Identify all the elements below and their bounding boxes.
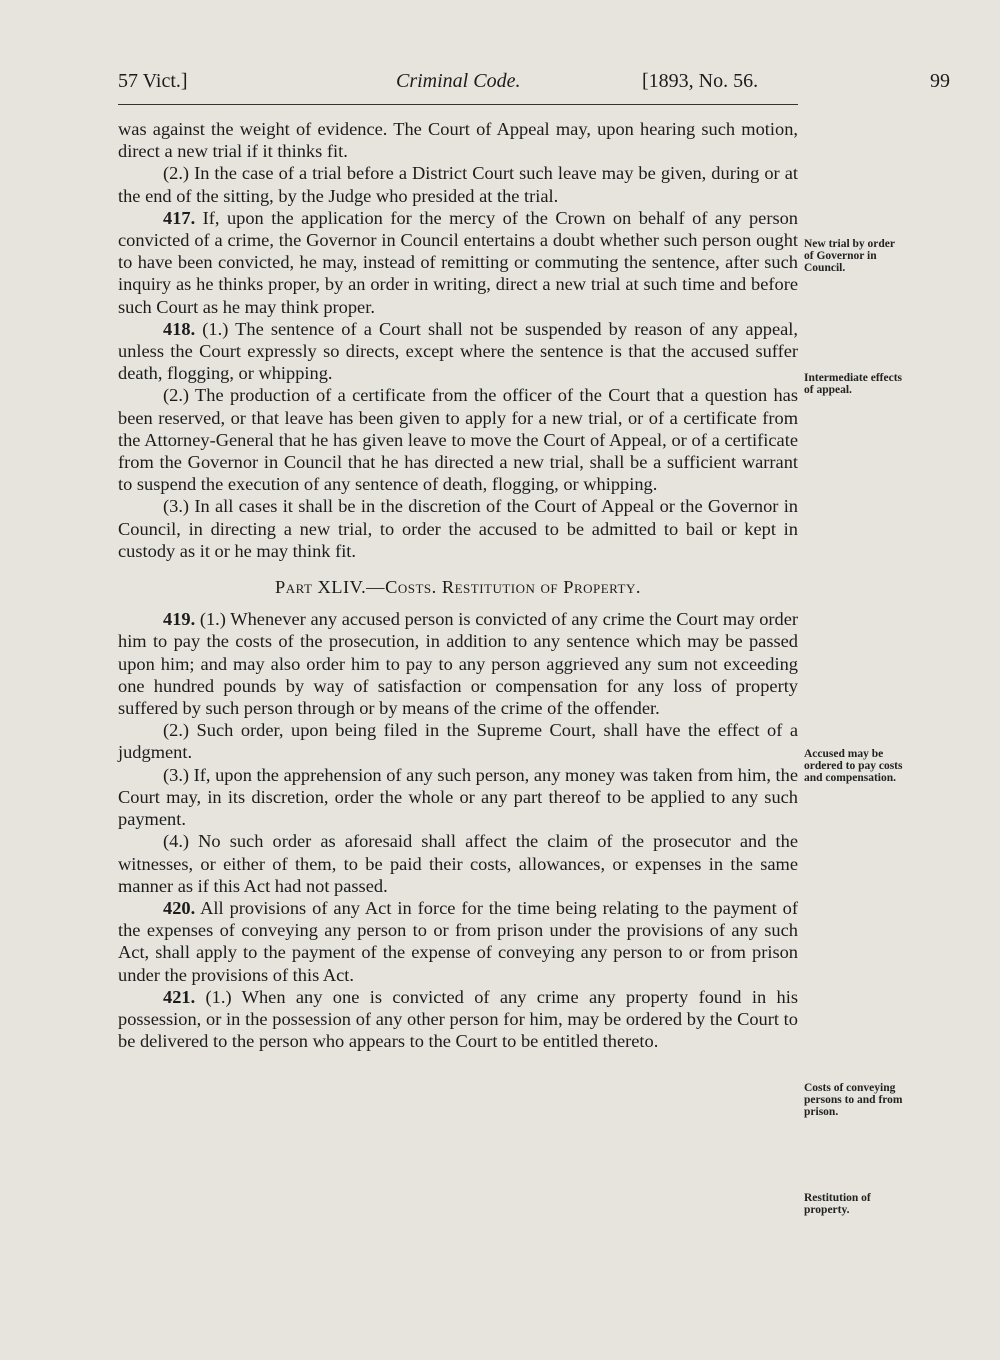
section-418: 418. (1.) The sentence of a Court shall not be suspended by reason of any appeal, unless the Court expressly so directs, except where the sentence is that the accused suffer death, flogging, or whipping. [118,318,798,384]
header-act-number: [1893, No. 56. [642,70,759,92]
header-regnal-year: 57 Vict.] [118,70,188,92]
paragraph: (3.) If, upon the apprehension of any such person, any money was taken from him, the Court may, in its discretion, order the whole or any part thereof to be applied to any such payment. [118,764,798,830]
section-number: 418. [163,318,196,339]
margin-note: Accused may be ordered to pay costs and compensation. [804,748,903,784]
paragraph: (3.) In all cases it shall be in the discretion of the Court of Appeal or the Governor in Council, in directing a new trial, to order the accused to be admitted to bail or kept in custody as it or he may think fit. [118,496,798,561]
section-number: 420. [163,897,196,918]
section-number: 417. [163,207,196,228]
section-421: 421. (1.) When any one is convicted of any crime any property found in his possession, or in the possession of any other person for him, may be ordered by the Court to be delivered to the person who appears to the Court to be entitled thereto. [118,986,798,1052]
margin-note: Costs of conveying persons to and from prison. [804,1082,903,1118]
running-header [118,70,958,106]
header-title: Criminal Code. [396,70,521,92]
header-rule [118,104,798,105]
paragraph: was against the weight of evidence. The Court of Appeal may, upon hearing such motion, direct a new trial if it thinks fit. [118,119,798,162]
body-text [118,118,798,1052]
section-number: 421. [163,986,196,1007]
margin-note: New trial by order of Governor in Council. [804,238,896,274]
margin-note: Restitution of property. [804,1192,871,1216]
paragraph: (2.) In the case of a trial before a District Court such leave may be given, during or at the end of the sitting, by the Judge who presided at the trial. [118,163,798,206]
paragraph: (2.) Such order, upon being filed in the Supreme Court, shall have the effect of a judgment. [118,720,798,763]
paragraph: (4.) No such order as aforesaid shall affect the claim of the prosecutor and the witnesses, or either of them, to be paid their costs, allowances, or expenses in the same manner as if this Act had not passed. [118,831,798,896]
section-419: 419. (1.) Whenever any accused person is convicted of any crime the Court may order him to pay the costs of the prosecution, in addition to any sentence which may be passed upon him; and may also order him to pay to any person aggrieved any sum not exceeding one hundred pounds by way of satisfaction or compensation for any loss of property suffered by such person through or by means of the crime of the offender. [118,609,798,719]
section-417: 417. If, upon the application for the mercy of the Crown on behalf of any person convicted of a crime, the Governor in Council entertains a doubt whether such person ought to have been convicted, he may, instead of remitting or commuting the sentence, after such inquiry as he thinks proper, by an order in writing, direct a new trial at such time and before such Court as he may think proper. [118,207,798,317]
section-420: 420. All provisions of any Act in force for the time being relating to the payment of the expenses of conveying any person to or from prison under the provisions of any such Act, shall apply to the payment of the expense of conveying any person to or from prison under the provisions of this Act. [118,897,798,985]
page-number: 99 [930,70,950,92]
part-heading: Part XLIV.—Costs. Restitution of Property. [274,577,641,598]
margin-note: Intermediate effects of appeal. [804,372,903,396]
paragraph: (2.) The production of a certificate from the officer of the Court that a question has been reserved, or that leave has been given to apply for a new trial, or of a certificate from the Attorney-General that he has given leave to move the Court of Appeal, or of a certificate from the Governor in Council that he has directed a new trial, shall be a sufficient warrant to suspend the execution of any sentence of death, flogging, or whipping. [118,385,798,495]
section-number: 419. [163,609,196,630]
